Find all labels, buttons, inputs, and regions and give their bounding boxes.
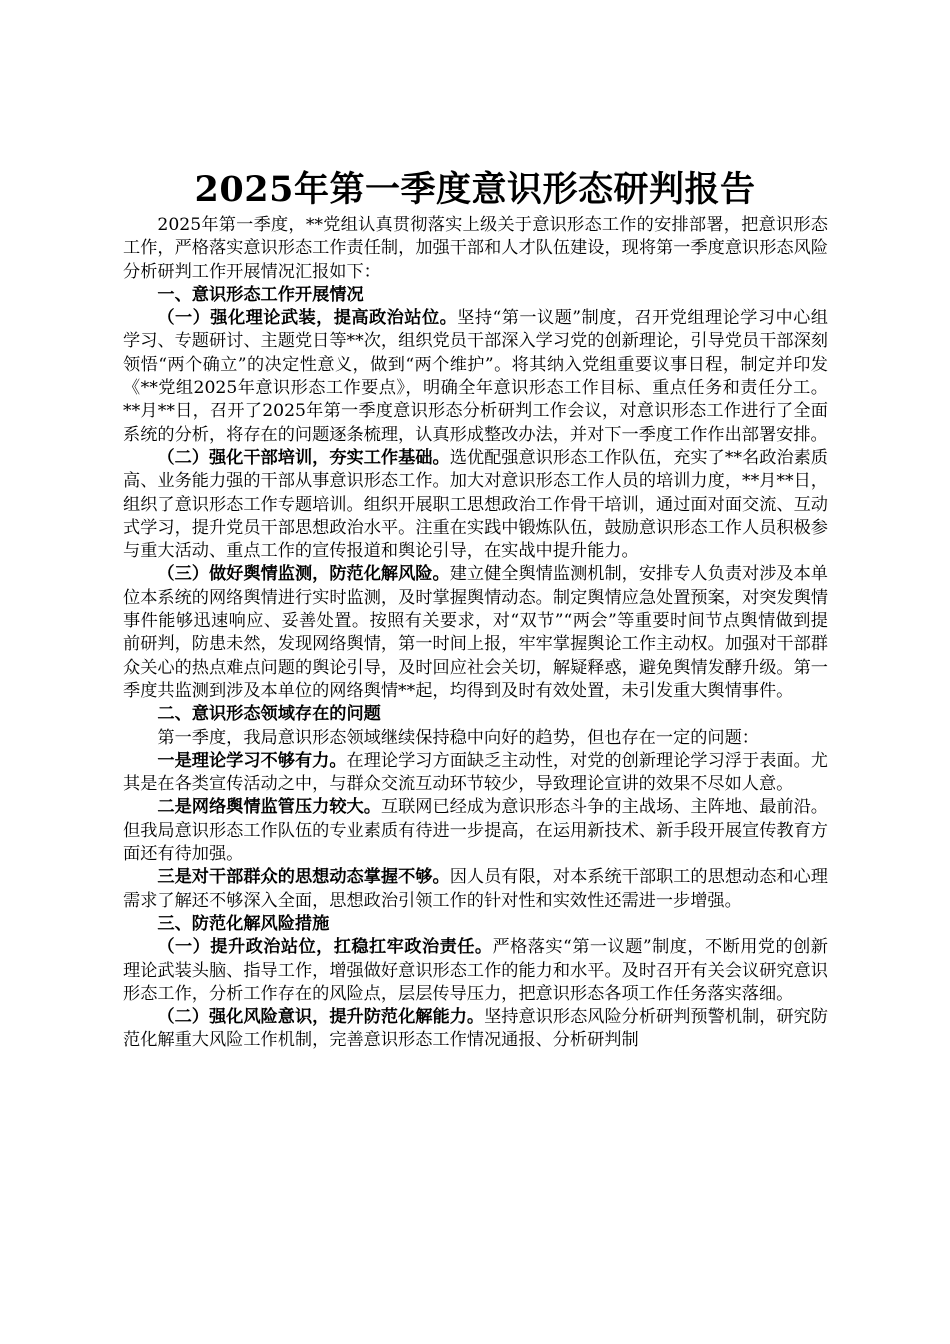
paragraph-lead: 三是对干部群众的思想动态掌握不够。 [157, 867, 450, 888]
paragraph [123, 796, 828, 866]
paragraph [123, 447, 828, 563]
paragraph-text: 因人员有限，对本系统干部职工的思想动态和心理需求了解还不够深入全面，思想政治引领工作的针对性和实效性还需进一步增强。 [123, 867, 828, 911]
paragraph-lead: （二）强化风险意识，提升防范化解能力。 [157, 1007, 485, 1028]
paragraph-lead: 一是理论学习不够有力。 [157, 750, 347, 771]
document-title: 2025年第一季度意识形态研判报告 [194, 169, 756, 210]
paragraph-text: 互联网已经成为意识形态斗争的主战场、主阵地、最前沿。但我局意识形态工作队伍的专业素质有待进一步提高，在运用新技术、新手段开展宣传教育方面还有待加强。 [123, 797, 828, 865]
section-heading-text: 三、防范化解风险措施 [157, 913, 330, 934]
paragraph [123, 866, 828, 913]
paragraph-text: 坚持意识形态风险分析研判预警机制，研究防范化解重大风险工作机制，完善意识形态工作情况通报、分析研判制 [123, 1007, 828, 1051]
paragraph-text: 第一季度，我局意识形态领域继续保持稳中向好的趋势，但也存在一定的问题： [157, 727, 759, 748]
document-body [123, 214, 828, 1053]
paragraph [123, 727, 828, 750]
paragraph-lead: （一）强化理论武装，提高政治站位。 [157, 308, 458, 329]
section-heading-text: 一、意识形态工作开展情况 [157, 284, 364, 305]
section-heading [123, 703, 828, 726]
paragraph [123, 936, 828, 1006]
paragraph-text: 坚持“第一议题”制度，召开党组理论学习中心组学习、专题研讨、主题党日等**次，组织党员干部深入学习党的创新理论，引导党员干部深刻领悟“两个确立”的决定性意义，做到“两个维护”。将其纳入党组重要议事日程，制定并印发《**党组2025年意识形态工作要点》，明确全年意识形态工作目标、重点任务和责任分工。**月**日，召开了2025年第一季度意识形态分析研判工作会议，对意识形态工作进行了全面系统的分析，将存在的问题逐条梳理，认真形成整改办法，并对下一季度工作作出部署安排。 [123, 308, 828, 445]
paragraph [123, 750, 828, 797]
paragraph-intro [123, 214, 828, 284]
paragraph-lead: （二）强化干部培训，夯实工作基础。 [157, 447, 450, 468]
section-heading [123, 913, 828, 936]
paragraph [123, 307, 828, 447]
paragraph-text: 在理论学习方面缺乏主动性，对党的创新理论学习浮于表面。尤其是在各类宣传活动之中，与群众交流互动环节较少，导致理论宣讲的效果不尽如人意。 [123, 750, 828, 795]
paragraph-lead: （一）提升政治站位，扛稳扛牢政治责任。 [157, 937, 493, 958]
paragraph-text: 严格落实“第一议题”制度，不断用党的创新理论武装头脑、指导工作，增强做好意识形态工作的能力和水平。及时召开有关会议研究意识形态工作，分析工作存在的风险点，层层传导压力，把意识形态各项工作任务落实落细。 [123, 937, 828, 1004]
paragraph-text: 建立健全舆情监测机制，安排专人负责对涉及本单位本系统的网络舆情进行实时监测，及时掌握舆情动态。制定舆情应急处置预案，对突发舆情事件能够迅速响应、妥善处置。按照有关要求，对“双节”“两会”等重要时间节点舆情做到提前研判，防患未然，发现网络舆情，第一时间上报，牢牢掌握舆论工作主动权。加强对干部群众关心的热点难点问题的舆论引导，及时回应社会关切，解疑释惑，避免舆情发酵升级。第一季度共监测到涉及本单位的网络舆情**起，均得到及时有效处置，未引发重大舆情事件。 [123, 564, 828, 701]
paragraph-text: 2025年第一季度，**党组认真贯彻落实上级关于意识形态工作的安排部署，把意识形态工作，严格落实意识形态工作责任制，加强干部和人才队伍建设，现将第一季度意识形态风险分析研判工作开展情况汇报如下： [123, 215, 828, 282]
paragraph-lead: 二是网络舆情监管压力较大。 [157, 797, 381, 818]
paragraph [123, 1006, 828, 1053]
section-heading-text: 二、意识形态领域存在的问题 [157, 704, 381, 725]
paragraph [123, 563, 828, 703]
paragraph-text: 选优配强意识形态工作队伍，充实了**名政治素质高、业务能力强的干部从事意识形态工作。加大对意识形态工作人员的培训力度，**月**日，组织了意识形态工作专题培训。组织开展职工思想政治工作骨干培训，通过面对面交流、互动式学习，提升党员干部思想政治水平。注重在实践中锻炼队伍，鼓励意识形态工作人员积极参与重大活动、重点工作的宣传报道和舆论引导，在实战中提升能力。 [123, 447, 828, 562]
section-heading [123, 284, 828, 307]
paragraph-lead: （三）做好舆情监测，防范化解风险。 [157, 564, 450, 585]
